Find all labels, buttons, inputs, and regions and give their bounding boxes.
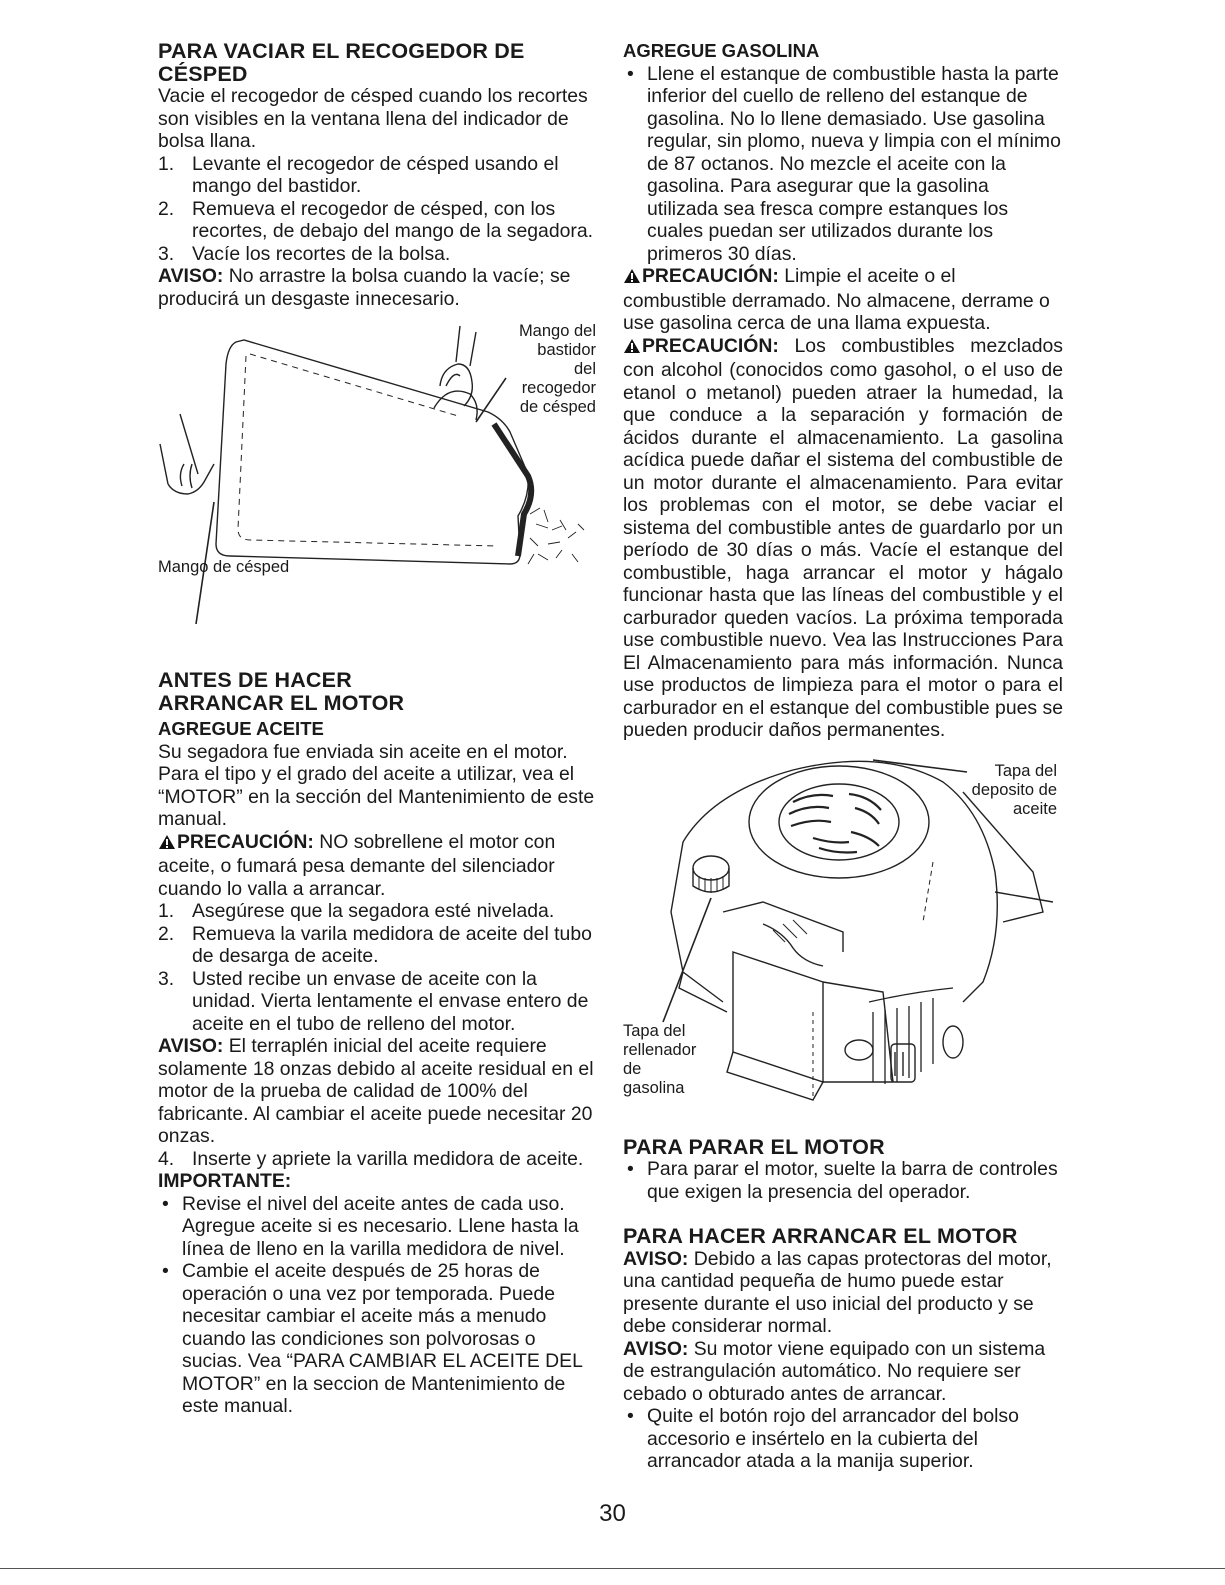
start-engine-section (623, 1225, 1063, 1473)
caution-paragraph: PRECAUCIÓN: NO sobrellene el motor con aceite, o fumará pesa demante del silenciador cuando lo valla a arrancar. (158, 830, 556, 900)
right-column (623, 40, 1063, 1473)
warning-icon (623, 337, 641, 360)
paragraph: Su segadora fue enviada sin aceite en el motor. Para el tipo y el grado del aceite a utilizar, vea el “MOTOR” en la sección del Mantenimiento de este manual. (158, 740, 595, 830)
engine-figure (623, 752, 1063, 1132)
notice-label: AVISO: (158, 265, 224, 287)
paragraph: Vacie el recogedor de césped cuando los recortes son visibles en la ventana llena del indicador de bolsa llana. (158, 85, 588, 152)
caution-paragraph: PRECAUCIÓN: Los combustibles mezclados con alcohol (conocidos como gasohol, o el uso de etanol o metanol) pueden atraer la humedad, la que conduce a la separación y formación de ácidos durante el almacenamiento. La gasolina acídica puede dañar el sistema del combustible de un motor durante el almacenamiento. Para evitar los problemas con el motor, se debe vaciar el sistema del combustible antes de guardarlo por un período de 30 días o más. Vacíe el estanque del combustible, haga arrancar el motor y hágalo funcionar hasta que las líneas del combustible y el carburador queden vacíos. La próxima temporada use combustible nuevo. Vea las Instrucciones Para El Almacenamiento para más información. Nunca use productos de limpieza para el motor o para el carburador en el estanque del combustible pues se pueden producir daños permanentes. (623, 334, 1063, 741)
notice-label: AVISO: (623, 1247, 689, 1270)
notice-paragraph: AVISO: No arrastre la bolsa cuando la vacíe; se producirá un desgaste innecesario. (158, 265, 571, 310)
notice-paragraph: AVISO: Su motor viene equipado con un sistema de estrangulación automático. No requiere ser cebado o obturado antes de arrancar. (623, 1337, 1046, 1405)
caution-label: PRECAUCIÓN: (642, 334, 779, 357)
bullet-item: • Para parar el motor, suelte la barra de controles que exigen la presencia del operador. (627, 1158, 1058, 1203)
section-title: ANTES DE HACER (158, 668, 352, 692)
bullet-item: • Quite el botón rojo del arrancador del bolso accesorio e insértelo en la cubierta del arrancador atada a la manija superior. (627, 1405, 1019, 1472)
grass-catcher-figure (158, 324, 596, 624)
page-bottom-rule (0, 1568, 1225, 1569)
bullet-item: • Llene el estanque de combustible hasta la parte inferior del cuello de relleno del estanque de gasolina. No lo llene demasiado. Use gasolina regular, sin plomo, nueva y limpia con el mínimo de 87 octanos. No mezcle el aceite con la gasolina. Para asegurar que la gasolina utilizada sea fresca compre estanques los cuales puedan ser utilizados durante los primeros 30 días. (627, 62, 1061, 265)
empty-bag-section (158, 40, 596, 310)
oil-cap-callout: Tapa del deposito de aceite (971, 761, 1057, 818)
before-starting-section (158, 669, 596, 1418)
subsection-title: AGREGUE ACEITE (158, 718, 324, 739)
section-title-cont: CÉSPED (158, 61, 248, 86)
step-item: 1. Asegúrese que la segadora esté nivelada. (158, 900, 555, 922)
important-label: IMPORTANTE: (158, 1170, 292, 1192)
bullet-item: • Revise el nivel del aceite antes de cada uso. Agregue aceite si es necesario. Llene hasta la línea de lleno en la varilla medidora de nivel. (162, 1192, 579, 1260)
notice-paragraph: AVISO: El terraplén inicial del aceite requiere solamente 18 onzas debido al aceite residual en el motor de la prueba de calidad de 100% del fabricante. Al cambiar el aceite puede necesitar 20 onzas. (158, 1035, 594, 1147)
caution-label: PRECAUCIÓN: (177, 830, 314, 853)
notice-paragraph: AVISO: Debido a las capas protectoras del motor, una cantidad pequeña de humo puede estar presente durante el uso inicial del producto y se debe considerar normal. (623, 1247, 1052, 1337)
warning-icon (623, 267, 641, 290)
frame-handle-callout: Mango del bastidor del recogedor de césped (518, 322, 596, 416)
section-title: PARA VACIAR EL RECOGEDOR DE (158, 39, 525, 63)
section-title: PARA HACER ARRANCAR EL MOTOR (623, 1224, 1018, 1248)
section-title: AGREGUE GASOLINA (623, 40, 820, 61)
bullet-item: • Cambie el aceite después de 25 horas de operación o una vez por temporada. Puede necesitar cambiar el aceite más a menudo cuando las condiciones son polvorosas o sucias. Vea “PARA CAMBIAR EL ACEITE DEL MOTOR” en la seccion de Mantenimiento de este manual. (162, 1260, 583, 1417)
notice-label: AVISO: (158, 1035, 224, 1057)
add-gasoline-section (623, 40, 1063, 742)
page-number: 30 (599, 1500, 626, 1527)
step-item: 2. Remueva la varila medidora de aceite del tubo de desarga de aceite. (158, 922, 592, 967)
warning-icon (158, 833, 176, 856)
caution-paragraph: PRECAUCIÓN: Limpie el aceite o el combustible derramado. No almacene, derrame o use gasolina cerca de una llama expuesta. (623, 265, 1050, 334)
step-item: 4. Inserte y apriete la varilla medidora de aceite. (158, 1147, 584, 1170)
section-title: PARA PARAR EL MOTOR (623, 1134, 885, 1159)
grass-handle-callout: Mango de césped (158, 558, 290, 576)
step-item: 3. Vacíe los recortes de la bolsa. (158, 242, 451, 265)
step-item: 3. Usted recibe un envase de aceite con la unidad. Vierta lentamente el envase entero de aceite en el tubo de relleno del motor. (158, 967, 589, 1035)
left-column (158, 40, 596, 1418)
stop-engine-section (623, 1136, 1063, 1204)
notice-label: AVISO: (623, 1337, 689, 1360)
step-item: 2. Remueva el recogedor de césped, con los recortes, de debajo del mango de la segadora. (158, 197, 594, 242)
section-title-cont: ARRANCAR EL MOTOR (158, 690, 405, 715)
step-item: 1. Levante el recogedor de césped usando el mango del bastidor. (158, 152, 559, 197)
caution-label: PRECAUCIÓN: (642, 265, 779, 287)
fuel-cap-callout: Tapa del rellenador de gasolina (623, 1021, 697, 1097)
